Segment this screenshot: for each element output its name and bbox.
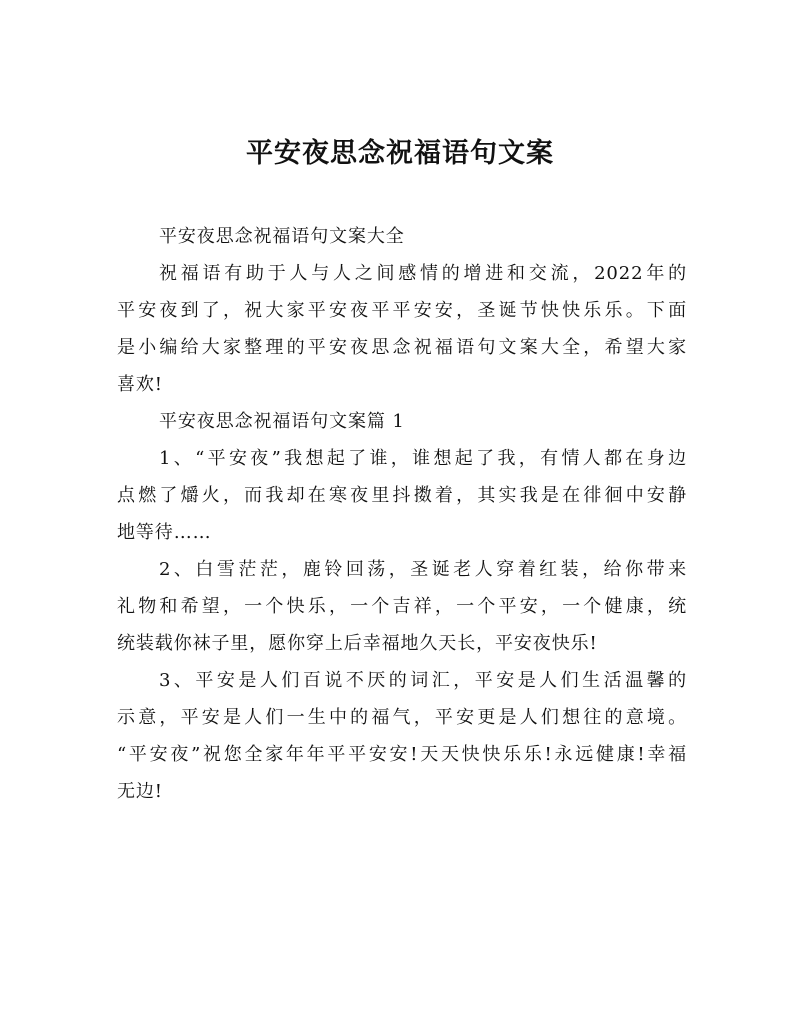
part-heading: 平安夜思念祝福语句文案篇 1: [159, 411, 405, 432]
item-3-line-3: “平安夜”祝您全家年年平平安安!天天快快乐乐!永远健康!幸福: [117, 744, 687, 765]
item-3-line-2: 示意，平安是人们一生中的福气，平安更是人们想往的意境。: [117, 707, 687, 728]
intro-line-3: 是小编给大家整理的平安夜思念祝福语句文案大全，希望大家: [117, 337, 687, 358]
intro-line-2: 平安夜到了，祝大家平安夜平平安安，圣诞节快快乐乐。下面: [117, 300, 687, 321]
item-2-line-2: 礼物和希望，一个快乐，一个吉祥，一个平安，一个健康，统: [117, 596, 687, 617]
item-2-line-3: 统装载你袜子里，愿你穿上后幸福地久天长，平安夜快乐!: [117, 633, 598, 654]
item-1-line-1: 1、“平安夜”我想起了谁，谁想起了我，有情人都在身边: [159, 448, 687, 469]
item-1-line-3: 地等待……: [117, 522, 212, 543]
document-title: 平安夜思念祝福语句文案: [246, 138, 554, 169]
intro-line-4: 喜欢!: [117, 374, 163, 395]
document-body: [117, 218, 687, 810]
item-2-line-1: 2、白雪茫茫，鹿铃回荡，圣诞老人穿着红装，给你带来: [159, 559, 687, 580]
item-3-line-4: 无边!: [117, 781, 163, 802]
intro-line-1: 祝福语有助于人与人之间感情的增进和交流，2022年的: [159, 263, 687, 284]
item-1-line-2: 点燃了爝火，而我却在寒夜里抖擞着，其实我是在徘徊中安静: [117, 485, 687, 506]
item-3-line-1: 3、平安是人们百说不厌的词汇，平安是人们生活温馨的: [159, 670, 687, 691]
section-heading: 平安夜思念祝福语句文案大全: [159, 226, 405, 247]
